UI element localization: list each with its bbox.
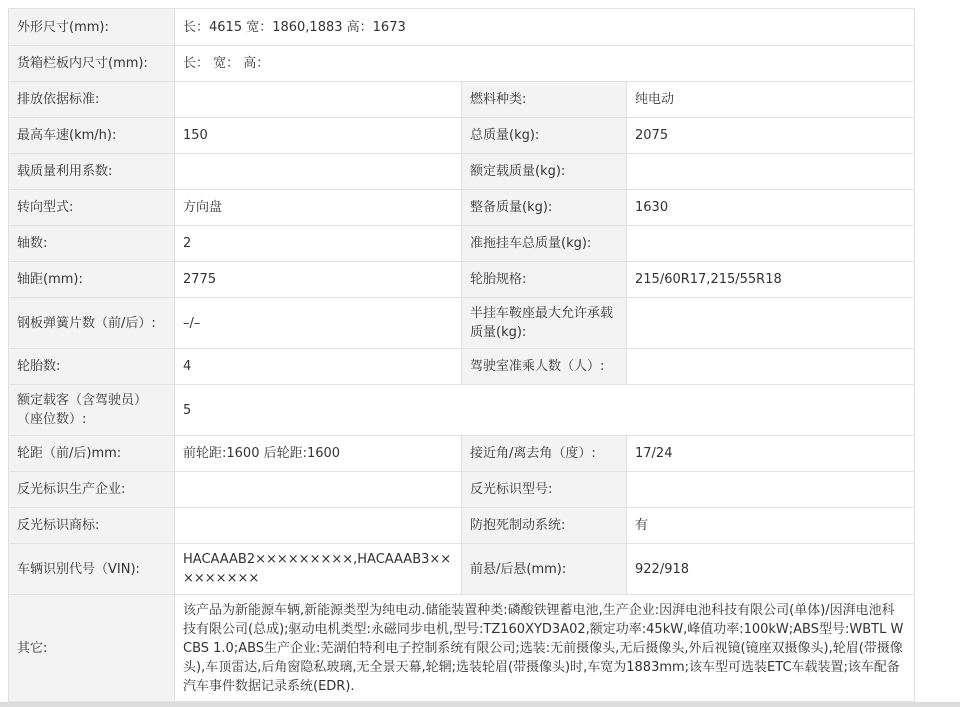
- row-reflector-maker: [9, 472, 915, 508]
- track-value: 前轮距:1600 后轮距:1600: [175, 436, 462, 472]
- axle-count-value: 2: [175, 226, 462, 262]
- saddle-load-label: 半挂车鞍座最大允许承载质量(kg):: [462, 298, 627, 349]
- fuel-type-label: 燃料种类:: [462, 82, 627, 118]
- steering-value: 方向盘: [175, 190, 462, 226]
- other-value: 该产品为新能源车辆,新能源类型为纯电动.储能装置种类:磷酸铁锂蓄电池,生产企业:因湃电池科技有限公司(单体)/因湃电池科技有限公司(总成);驱动电机类型:永磁同步电机,型号:TZ160XYD3A02,额定功率:45kW,峰值功率:100kW;ABS型号:WBTL WCBS 1.0;ABS生产企业:芜湖伯特利电子控制系统有限公司;选装:无前摄像头,无后摄像头,外后视镜(镜座双摄像头),轮眉(带摄像头),车顶雷达,后角窗隐私玻璃,无全景天幕,轮辋;选装轮眉(带摄像头)时,车宽为1883mm;该车型可选装ETC车载装置;该车配备汽车事件数据记录系统(EDR).: [175, 595, 915, 702]
- leaf-springs-label: 钢板弹簧片数（前/后）:: [9, 298, 175, 349]
- rated-load-value: [627, 154, 915, 190]
- load-factor-value: [175, 154, 462, 190]
- rated-load-label: 额定载质量(kg):: [462, 154, 627, 190]
- cargo-box-label: 货箱栏板内尺寸(mm):: [9, 46, 175, 82]
- reflector-model-label: 反光标识型号:: [462, 472, 627, 508]
- reflector-model-value: [627, 472, 915, 508]
- wheelbase-value: 2775: [175, 262, 462, 298]
- reflector-maker-label: 反光标识生产企业:: [9, 472, 175, 508]
- row-emission-fuel: [9, 82, 915, 118]
- row-load-factor: [9, 154, 915, 190]
- seats-label: 额定载客（含驾驶员）（座位数）:: [9, 385, 175, 436]
- curb-mass-label: 整备质量(kg):: [462, 190, 627, 226]
- vin-label: 车辆识别代号（VIN):: [9, 544, 175, 595]
- dimensions-value: 长：4615 宽：1860,1883 高：1673: [175, 9, 915, 46]
- abs-value: 有: [627, 508, 915, 544]
- tire-count-label: 轮胎数:: [9, 349, 175, 385]
- axle-count-label: 轴数:: [9, 226, 175, 262]
- row-leaf-springs: [9, 298, 915, 349]
- row-cargo-box: [9, 46, 915, 82]
- tire-spec-value: 215/60R17,215/55R18: [627, 262, 915, 298]
- trailer-mass-value: [627, 226, 915, 262]
- seats-value: 5: [175, 385, 915, 436]
- row-other: [9, 595, 915, 702]
- steering-label: 转向型式:: [9, 190, 175, 226]
- wheelbase-label: 轴距(mm):: [9, 262, 175, 298]
- row-vin: [9, 544, 915, 595]
- bottom-edge: [0, 702, 960, 707]
- fuel-type-value: 纯电动: [627, 82, 915, 118]
- overhang-label: 前悬/后悬(mm):: [462, 544, 627, 595]
- row-axles: [9, 226, 915, 262]
- dimensions-label: 外形尺寸(mm):: [9, 9, 175, 46]
- reflector-brand-label: 反光标识商标:: [9, 508, 175, 544]
- emission-standard-label: 排放依据标准:: [9, 82, 175, 118]
- saddle-load-value: [627, 298, 915, 349]
- cab-occupants-label: 驾驶室准乘人数（人）:: [462, 349, 627, 385]
- trailer-mass-label: 准拖挂车总质量(kg):: [462, 226, 627, 262]
- max-speed-value: 150: [175, 118, 462, 154]
- load-factor-label: 载质量利用系数:: [9, 154, 175, 190]
- emission-standard-value: [175, 82, 462, 118]
- total-mass-label: 总质量(kg):: [462, 118, 627, 154]
- row-steering: [9, 190, 915, 226]
- row-seats: [9, 385, 915, 436]
- tire-spec-label: 轮胎规格:: [462, 262, 627, 298]
- approach-departure-value: 17/24: [627, 436, 915, 472]
- other-label: 其它:: [9, 595, 175, 702]
- vehicle-spec-table: [8, 8, 915, 702]
- track-label: 轮距（前/后)mm:: [9, 436, 175, 472]
- row-reflector-brand: [9, 508, 915, 544]
- abs-label: 防抱死制动系统:: [462, 508, 627, 544]
- row-track: [9, 436, 915, 472]
- row-speed-mass: [9, 118, 915, 154]
- cargo-box-value: 长： 宽： 高：: [175, 46, 915, 82]
- row-tire-count: [9, 349, 915, 385]
- max-speed-label: 最高车速(km/h):: [9, 118, 175, 154]
- row-wheelbase: [9, 262, 915, 298]
- reflector-brand-value: [175, 508, 462, 544]
- approach-departure-label: 接近角/离去角（度）:: [462, 436, 627, 472]
- vin-value: HACAAAB2×××××××××,HACAAAB3×××××××××: [175, 544, 462, 595]
- leaf-springs-value: –/–: [175, 298, 462, 349]
- tire-count-value: 4: [175, 349, 462, 385]
- reflector-maker-value: [175, 472, 462, 508]
- curb-mass-value: 1630: [627, 190, 915, 226]
- overhang-value: 922/918: [627, 544, 915, 595]
- cab-occupants-value: [627, 349, 915, 385]
- total-mass-value: 2075: [627, 118, 915, 154]
- row-dimensions: [9, 9, 915, 46]
